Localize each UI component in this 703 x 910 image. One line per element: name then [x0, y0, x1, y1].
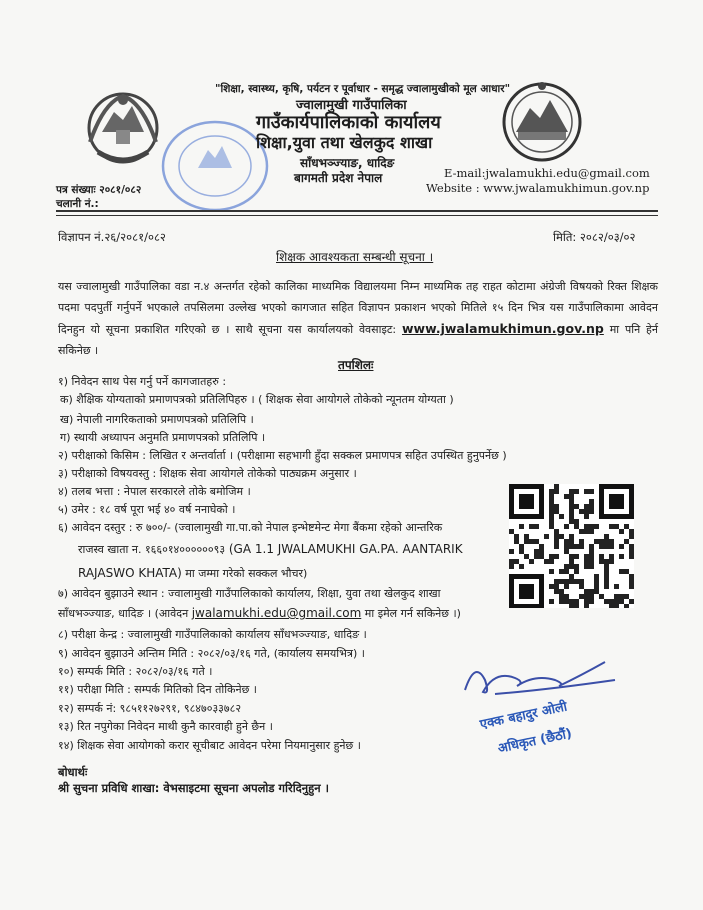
notice-reference: विज्ञापन नं.२६/२०८१/०८२ — [58, 230, 166, 244]
submission-place: साँधभञ्ज्याङ, धादिङ । (आवेदन — [58, 607, 192, 620]
list-item: ७) आवेदन बुझाउने स्थान : ज्वालामुखी गाउँपालिकाको कार्यालय, शिक्षा, युवा तथा खेलकुद शाखा — [58, 587, 441, 600]
list-item: ११) परीक्षा मिति : सम्पर्क मितिको दिन तोकिनेछ । — [58, 683, 257, 696]
cc-heading: बोधार्थः — [58, 765, 88, 779]
account-number: राजस्व खाता न. १६६०१४००००००९३ — [78, 543, 226, 556]
list-item: क) शैक्षिक योग्यताको प्रमाणपत्रको प्रतिलिपिहरु । ( शिक्षक सेवा आयोगले तोकेको न्यूनतम योग्यता ) — [60, 393, 454, 406]
municipality-name: ज्वालामुखी गाउँपालिका — [296, 98, 407, 113]
dispatch-number: चलानी नं.: — [56, 198, 99, 210]
list-item: २) परीक्षाको किसिम : लिखित र अन्तर्वार्ता । (परीक्षामा सहभागी हुँदा सक्कल प्रमाणपत्र सहित उपस्थित हुनुपर्नेछ ) — [58, 449, 507, 462]
paragraph-text-end: मा पनि हेर्न सकिनेछ । — [58, 323, 658, 357]
list-item: ख) नेपाली नागरिकताको प्रमाणपत्रको प्रतिलिपि । — [60, 413, 254, 426]
details-heading: तपशिलः — [338, 358, 374, 372]
email-link[interactable]: jwalamukhi.edu@gmail.com — [191, 606, 362, 620]
list-item: ८) परीक्षा केन्द्र : ज्वालामुखी गाउँपालिकाको कार्यालय साँधभञ्ज्याङ, धादिङ । — [58, 628, 367, 641]
website-link[interactable]: www.jwalamukhimun.gov.np — [401, 321, 604, 336]
notice-subject: शिक्षक आवश्यकता सम्बन्धी सूचना । — [276, 250, 434, 264]
nepal-emblem-icon — [84, 82, 162, 174]
office-stamp-icon — [160, 118, 270, 214]
list-item: १३) रित नपुगेका निवेदन माथी कुनै कारवाही हुने छैन । — [58, 720, 273, 733]
list-item: १) निवेदन साथ पेस गर्नु पर्ने कागजातहरु : — [58, 375, 227, 388]
list-item: ९) आवेदन बुझाउने अन्तिम मिति : २०८२/०३/१६ गते, (कार्यालय समयभित्र) । — [58, 647, 365, 660]
list-item: ५) उमेर : १८ वर्ष पूरा भई ४० वर्ष ननाघेको । — [58, 503, 236, 516]
header-divider-thin — [56, 215, 658, 216]
list-item: १२) सम्पर्क नं: ९८५११२७२९१, ९८४७०३३७८२ — [58, 702, 242, 715]
list-item — [78, 542, 463, 557]
notice-paragraph — [58, 276, 658, 361]
list-item: ४) तलब भत्ता : नेपाल सरकारले तोके बमोजिम । — [58, 485, 251, 498]
header-divider-thick — [56, 210, 658, 212]
account-name-end: RAJASWO KHATA) — [78, 566, 182, 580]
list-item: १०) सम्पर्क मिति : २०८२/०३/१६ गते । — [58, 665, 213, 678]
office-name: गाउँकार्यपालिकाको कार्यालय — [256, 112, 441, 133]
address-line-2: बागमती प्रदेश नेपाल — [294, 171, 383, 185]
cc-text: श्री सुचना प्रविधि शाखा: वेभसाइटमा सूचना अपलोड गरिदिनुहुन । — [58, 781, 330, 795]
list-item — [78, 566, 307, 581]
notice-date: मिति: २०८२/०३/०२ — [553, 230, 636, 244]
list-item: ३) परीक्षाको विषयवस्तु : शिक्षक सेवा आयोगले तोकेको पाठ्यक्रम अनुसार । — [58, 467, 357, 480]
signatory-title: अधिकृत (छैठौं) — [496, 726, 574, 757]
signatory-name: एक्क बहादुर ओली — [478, 699, 569, 733]
header-slogan: "शिक्षा, स्वास्थ्य, कृषि, पर्यटन र पूर्वाधार - समृद्ध ज्वालामुखीको मूल आधार" — [215, 83, 511, 95]
header-email: E-mail:jwalamukhi.edu@gmail.com — [444, 166, 650, 180]
voucher-text: मा जम्मा गरेको सक्कल भौचर) — [181, 567, 308, 580]
letter-number: पत्र संख्याः २०८१/०८२ — [56, 184, 142, 196]
header-website: Website : www.jwalamukhimun.gov.np — [426, 181, 650, 195]
list-item — [58, 606, 461, 621]
account-name: (GA 1.1 JWALAMUKHI GA.PA. AANTARIK — [225, 542, 463, 556]
list-item: ग) स्थायी अध्यापन अनुमति प्रमाणपत्रको प्रतिलिपि । — [60, 431, 266, 444]
email-note: मा इमेल गर्न सकिनेछ ।) — [361, 607, 461, 620]
paragraph-text: यस ज्वालामुखी गाउँपालिका वडा न.४ अन्तर्गत रहेको कालिका माध्यमिक विद्यालयमा निम्न माध्यमिक तह राहत कोटामा अंग्रेजी विषयको रिक्त शिक्षक पदमा पदपुर्ती गर्नुपर्ने भएकाले तपसिलमा उल्लेख भएको कागजात सहित विज्ञापन प्रकाशन भएको मितिले १५ दिन भित्र यस गाउँपालिकामा आवेदन दिनहुन यो सूचना प्रकाशित गरिएको छ । साथै सूचना यस कार्यालयको वेवसाइट: — [58, 280, 658, 336]
list-item: १४) शिक्षक सेवा आयोगको करार सूचीबाट आवेदन परेमा नियमानुसार हुनेछ । — [58, 739, 361, 752]
list-item: ६) आवेदन दस्तुर : रु ७००/- (ज्वालामुखी गा.पा.को नेपाल इन्भेष्टमेन्ट मेगा बैंकमा रहेको आन्तरिक — [58, 521, 443, 534]
branch-name: शिक्षा,युवा तथा खेलकुद शाखा — [256, 133, 433, 152]
municipality-logo-icon — [500, 78, 584, 162]
qr-code-icon[interactable] — [509, 484, 634, 608]
address-line-1: साँधभञ्ज्याङ, धादिङ — [300, 156, 395, 170]
